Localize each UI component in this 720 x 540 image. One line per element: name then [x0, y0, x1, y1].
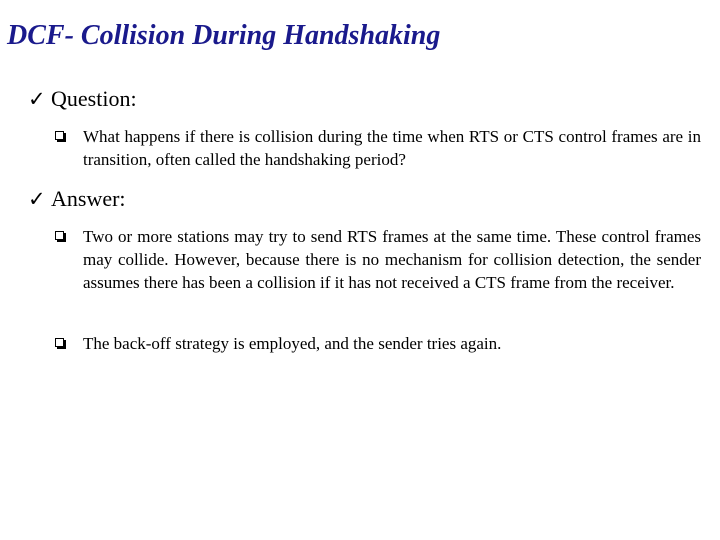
question-section: [0, 85, 720, 115]
check-mark-icon: ✓: [28, 87, 46, 111]
check-mark-icon: ✓: [28, 187, 46, 211]
answer-label: Answer:: [51, 186, 126, 211]
answer-section: [0, 185, 720, 215]
square-bullet-icon: [55, 338, 64, 347]
answer-item-2-text: The back-off strategy is employed, and the sender tries again.: [83, 334, 502, 353]
question-item-text: What happens if there is collision during the time when RTS or CTS control frames are in transition, often called the handshaking period?: [83, 127, 701, 169]
question-label: Question:: [51, 86, 137, 111]
square-bullet-icon: [55, 131, 64, 140]
slide-title: DCF- Collision During Handshaking: [7, 20, 441, 51]
answer-item-1-text: Two or more stations may try to send RTS frames at the same time. These control frames may collide. However, because there is no mechanism for collision detection, the sender assumes there has been a collision if it has not received a CTS frame from the receiver.: [83, 227, 701, 292]
square-bullet-icon: [55, 231, 64, 240]
question-heading: [0, 85, 720, 115]
answer-heading: [0, 185, 720, 215]
